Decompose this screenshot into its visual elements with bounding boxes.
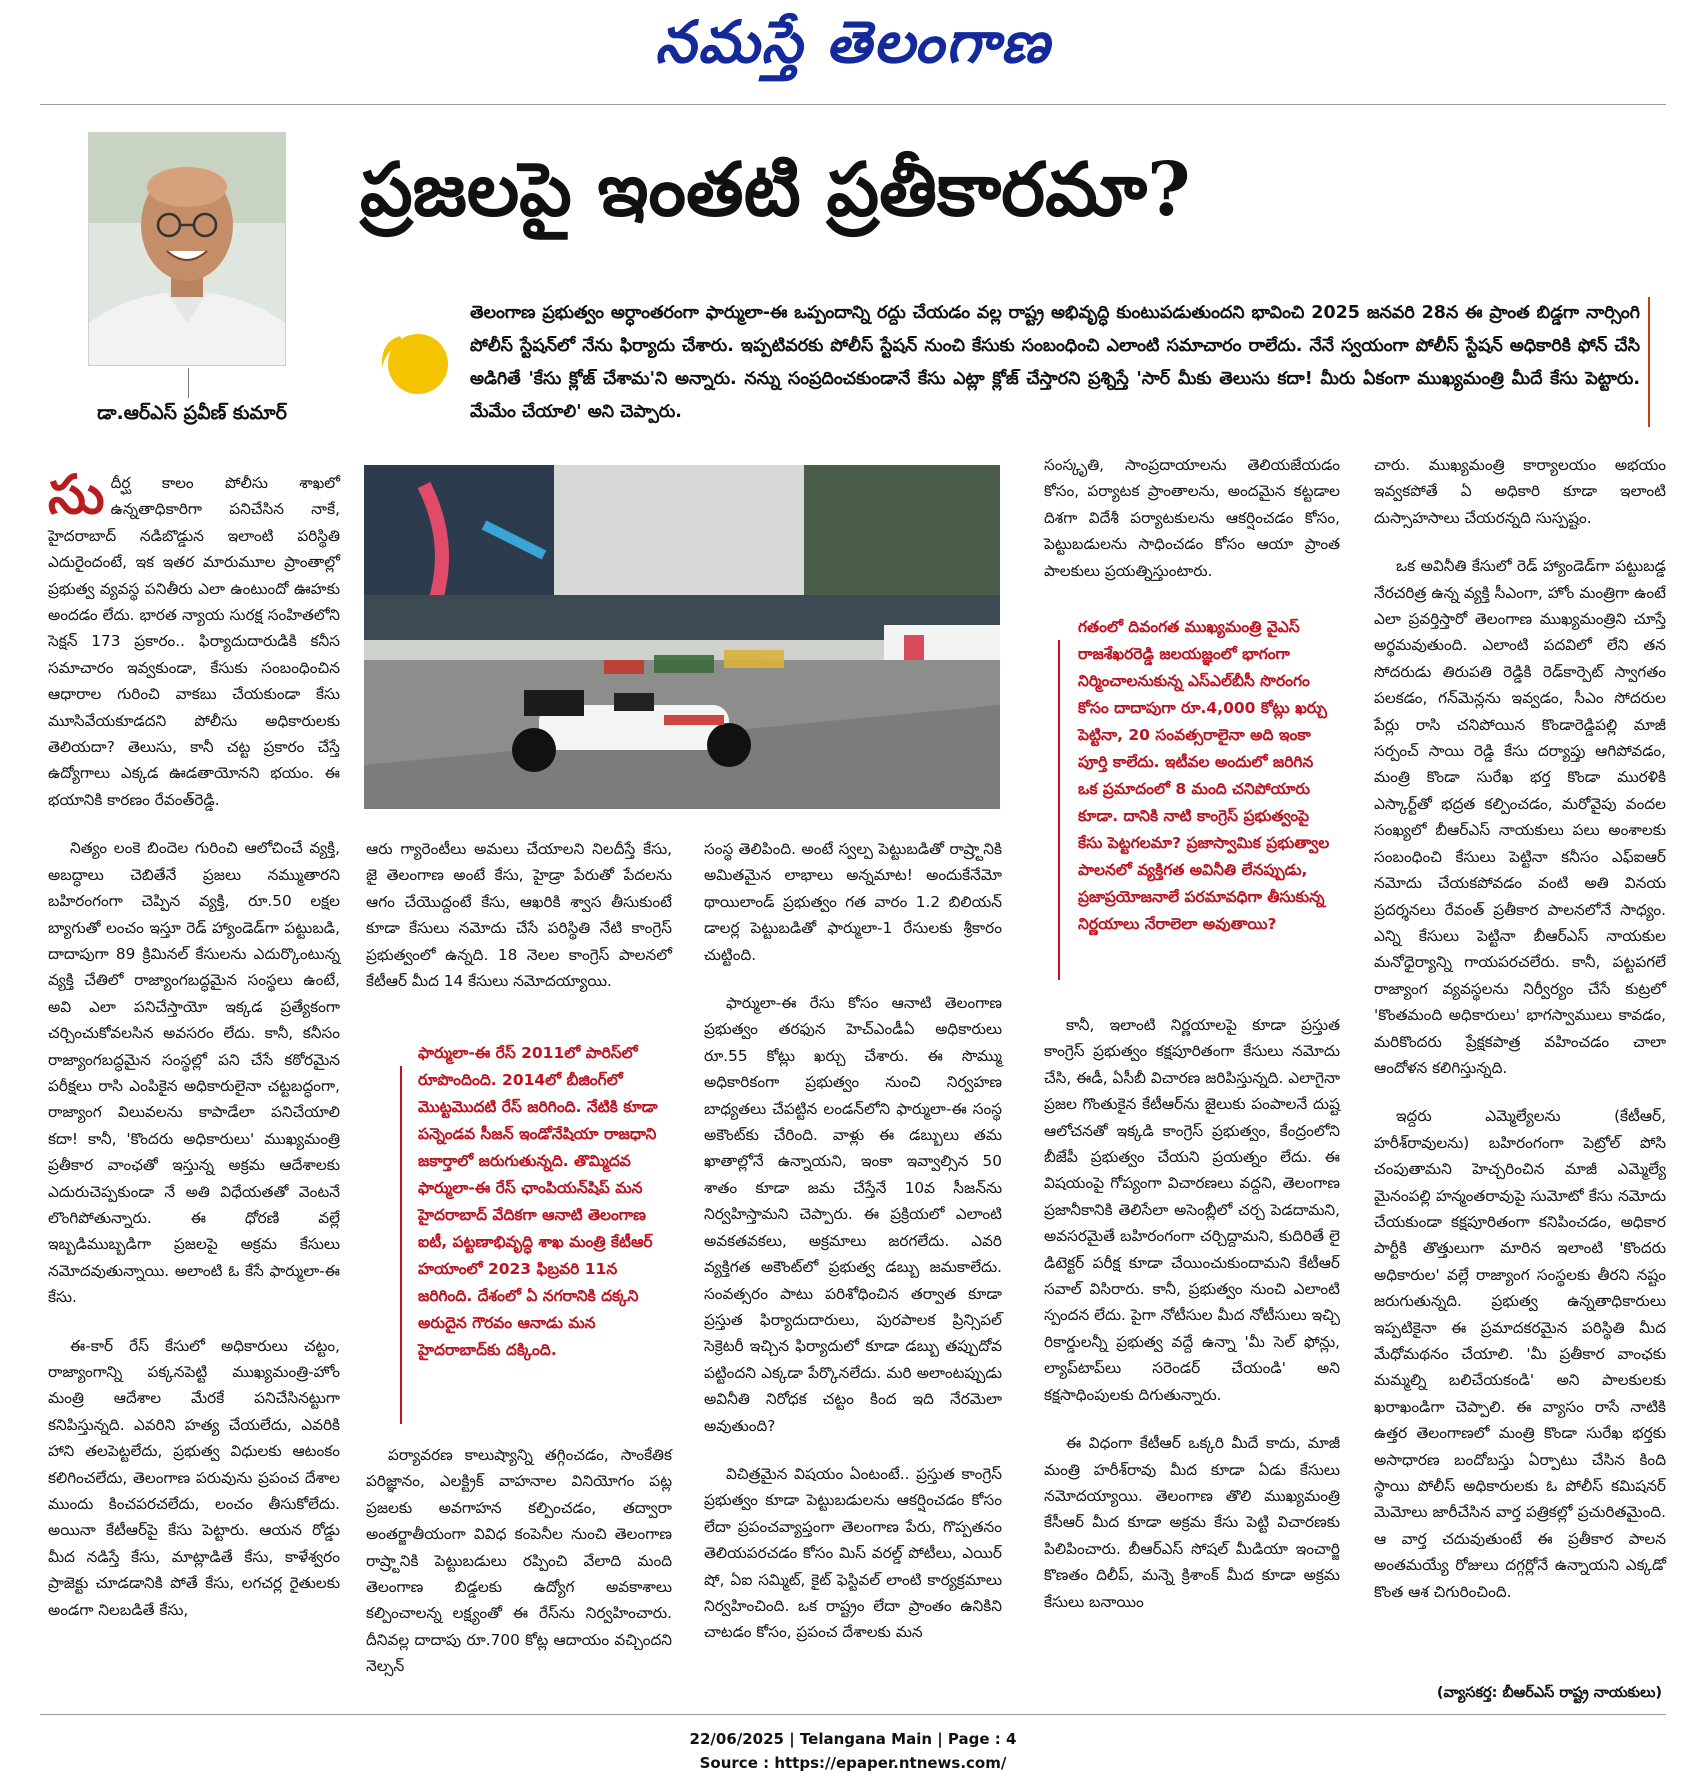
paragraph: ఒక అవినీతి కేసులో రెడ్ హ్యాండెడ్‌గా పట్టుబడ్డ నేరచరిత్ర ఉన్న వ్యక్తి సీఎంగా, హోం మంత్రిగా ఉంటే ఎలా ప్రవర్తిస్తారో తెలంగాణ ముఖ్యమంత్రిని చూస్తే అర్థమవుతుంది. ఎలాంటి పదవిలో లేని తన సోదరుడు తిరుపతి రెడ్డికి రెడ్‌కార్పెట్ స్వాగతం పలకడం, గన్‌మెన్లను ఇవ్వడం, సీఎం సోదరుల పేర్లు రాసి చనిపోయిన కొండారెడ్డిపల్లి మాజీ సర్పంచ్ సాయి రెడ్డి కేసు దర్యాప్తు ఆగిపోవడం, మంత్రి కొండా సురేఖ భర్త కొండా మురళికి ఎస్కార్ట్‌తో భద్రత కల్పించడం, మరోవైపు వందల సంఖ్యలో బీఆర్ఎస్ నాయకులు పలు అంశాలకు సంబంధించి కేసులు పెట్టినా కనీసం ఎఫ్ఐఆర్ నమోదు చేయకపోవడం వంటి అతి వినయ ప్రదర్శనలు రేవంత్ ప్రతీకార పాలనలోనే సాధ్యం. ఎన్ని కేసులు పెట్టినా బీఆర్ఎస్ నాయకుల మనోధైర్యాన్ని గాయపరచలేరు. కానీ, పట్టపగలే రాజ్యాంగ వ్యవస్థలను నిర్వీర్యం చేసే కుట్రలో 'కొంతమంది అధికారులు' భాగస్వాములు కావడం, మరికొందరు ప్రేక్షకపాత్ర వహించడం చాలా ఆందోళన కలిగిస్తున్నది.: [1374, 557, 1666, 1077]
masthead-divider: [40, 104, 1666, 105]
paragraph-text: దీర్ఘ కాలం పోలీసు శాఖలో ఉన్నతాధికారిగా పనిచేసిన నాకే, హైదరాబాద్ నడిబొడ్డున ఇలాంటి పరిస్థితి ఎదురైందంటే, ఇక ఇతర మారుమూల ప్రాంతాల్లో ప్రభుత్వ వ్యవస్థ పనితీరు ఎలా ఉంటుందో ఊహకు అందడం లేదు. భారత న్యాయ సురక్ష సంహితలోని సెక్షన్ 173 ప్రకారం.. ఫిర్యాదుదారుడికి కనీస సమాచారం ఇవ్వకుండా, కేసుకు సంబంధించిన ఆధారాల గురించి వాకబు చేయకుండా కేసు మూసివేయకూడదని పోలీసు అధికారులకు తెలియదా? తెలుసు, కానీ చట్ట ప్రకారం చేస్తే ఉద్యోగాలు ఎక్కడ ఊడతాయోనని భయం. ఈ భయానికి కారణం రేవంత్‌రెడ్డి.: [48, 474, 340, 809]
paragraph: చారు. ముఖ్యమంత్రి కార్యాలయం అభయం ఇవ్వకపోతే ఏ అధికారి కూడా ఇలాంటి దుస్సాహసాలు చేయరన్నది సుస్పష్టం.: [1374, 456, 1666, 527]
quote-mark-icon: [370, 318, 450, 402]
paragraph: ఆరు గ్యారెంటీలు అమలు చేయాలని నిలదీస్తే కేసు, జై తెలంగాణ అంటే కేసు, హైడ్రా పేరుతో పేదలను ఆగం చేయొద్దంటే కేసు, ఆఖరికి శ్వాస తీసుకుంటే కూడా కేసులు నమోదు చేసే పరిస్థితి నేటి కాంగ్రెస్ ప్రభుత్వంలో ఉన్నది. 18 నెలల కాంగ్రెస్ పాలనలో కేటీఆర్ మీద 14 కేసులు నమోదయ్యాయి.: [366, 840, 672, 991]
article-deck: తెలంగాణ ప్రభుత్వం అర్ధాంతరంగా ఫార్ములా-ఈ ఒప్పందాన్ని రద్దు చేయడం వల్ల రాష్ట్ర అభివృద్ధి కుంటుపడుతుందని భావించి 2025 జనవరి 28న ఈ ప్రాంత బిడ్డగా నార్సింగి పోలీస్ స్టేషన్‌లో నేను ఫిర్యాదు చేశారు. ఇప్పటివరకు పోలీస్ స్టేషన్ నుంచి కేసుకు సంబంధించి ఎలాంటి సమాచారం రాలేదు. నేనే స్వయంగా పోలీస్ స్టేషన్ అధికారికి ఫోన్ చేసి అడిగితే 'కేసు క్లోజ్ చేశామ'ని అన్నారు. నన్ను సంప్రదించకుండానే కేసు ఎట్లా క్లోజ్ చేస్తారని ప్రశ్నిస్తే 'సార్ మీకు తెలుసు కదా! మీరు ఏకంగా ముఖ్యమంత్రి మీదే కేసు పెట్టారు. మేమేం చేయాలి' అని చెప్పారు.: [470, 303, 1640, 422]
callout-bar: [1058, 640, 1060, 980]
masthead-title: నమస్తే తెలంగాణ: [655, 8, 1051, 76]
callout-formula-e-history: ఫార్ములా-ఈ రేస్ 2011లో పారిస్‌లో రూపొందింది. 2014లో బీజింగ్‌లో మొట్టమొదటి రేస్ జరిగింది. నేటికి కూడా పన్నెండవ సీజన్ ఇండోనేషియా రాజధాని జకార్తాలో జరుగుతున్నది. తొమ్మిదవ ఫార్ములా-ఈ రేస్ ఛాంపియన్‌షిప్ మన హైదరాబాద్ వేదికగా ఆనాటి తెలంగాణ ఐటీ, పట్టణాభివృద్ధి శాఖ మంత్రి కేటీఆర్ హయాంలో 2023 ఫిబ్రవరి 11న జరిగింది. దేశంలో ఏ నగరానికి దక్కని అరుదైన గౌరవం ఆనాడు మన హైదరాబాద్‌కు దక్కింది.: [418, 1044, 658, 1359]
column-3: [704, 836, 1002, 1668]
paragraph: ఇద్దరు ఎమ్మెల్యేలను (కేటీఆర్, హరీశ్‌రావులను) బహిరంగంగా పెట్రోల్ పోసి చంపుతామని హెచ్చరించిన మాజీ ఎమ్మెల్యే మైనంపల్లి హన్మంతరావుపై సుమోటో కేసు నమోదు చేయకుండా కక్షపూరితంగా కనిపించడం, అధికార పార్టీకి తొత్తులుగా మారిన ఇలాంటి 'కొందరు అధికారుల' వల్లే రాజ్యాంగ సంస్థలకు తీరని నష్టం జరుగుతున్నది. ప్రభుత్వ ఉన్నతాధికారులు ఇప్పటికైనా ఈ ప్రమాదకరమైన పరిస్థితి మీద మేధోమథనం చేయాలి. 'మీ ప్రతీకార వాంఛకు మమ్మల్ని బలిచేయకండి' అని పాలకులకు ఖరాఖండిగా చెప్పాలి. ఈ వ్యాసం రాసే నాటికి ఉత్తర తెలంగాణలో మంత్రి కొండా సురేఖ భర్తకు అసాధారణ బందోబస్తు ఏర్పాటు చేసిన కింది స్థాయి పోలీస్ అధికారులకు ఓ పోలీస్ కమిషనర్ మెమోలు జారీచేసిన వార్త పత్రికల్లో ప్రచురితమైంది. ఆ వార్త చదువుతుంటే ఈ ప్రతీకార పాలన అంతమయ్యే రోజులు దగ్గర్లోనే ఉన్నాయని ఎక్కడో కొంత ఆశ చిగురించింది.: [1374, 1107, 1667, 1601]
paragraph: నిత్యం లంకె బిందెల గురించి ఆలోచించే వ్యక్తి, అబద్ధాలు చెబితేనే ప్రజలు నమ్ముతారని బహిరంగంగా చెప్పిన వ్యక్తి, రూ.50 లక్షల బ్యాగుతో లంచం ఇస్తూ రెడ్ హ్యాండెడ్‌గా పట్టుబడి, దాదాపుగా 89 క్రిమినల్ కేసులను ఎదుర్కొంటున్న వ్యక్తి చేతిలో రాజ్యాంగబద్ధమైన సంస్థలు ఉంటే, అవి ఎలా పనిచేస్తాయో ఇక్కడ ప్రత్యేకంగా చర్చించుకోవలసిన అవసరం లేదు. కానీ, కనీసం రాజ్యాంగబద్ధమైన సంస్థల్లో పని చేసే కఠోరమైన పరీక్షలు రాసి ఎంపికైన అధికారులైనా చట్టబద్ధంగా, రాజ్యాంగ విలువలను కాపాడేలా పనిచేయాలి కదా! కానీ, 'కొందరు అధికారులు' ముఖ్యమంత్రి ప్రతీకార వాంఛతో ఇస్తున్న అక్రమ ఆదేశాలకు ఎదురుచెప్పకుండా నే అతి విధేయతతో వెంటనే లొంగిపోతున్నారు. ఈ ధోరణి వల్లే ఇబ్బడిముబ్బడిగా ప్రజలపై అక్రమ కేసులు నమోదవుతున్నాయి. అలాంటి ఓ కేసే ఫార్ములా-ఈ కేసు.: [48, 839, 340, 1307]
paragraph: పర్యావరణ కాలుష్యాన్ని తగ్గించడం, సాంకేతిక పరిజ్ఞానం, ఎలక్ట్రిక్ వాహనాల వినియోగం పట్ల ప్రజలకు అవగాహన కల్పించడం, తద్వారా అంతర్జాతీయంగా వివిధ కంపెనీల నుంచి తెలంగాణ రాష్ర్టానికి పెట్టుబడులు రప్పించి వేలాది మంది తెలంగాణ బిడ్డలకు ఉద్యోగ అవకాశాలు కల్పించాలన్న లక్ష్యంతో ఈ రేస్‌ను నిర్వహించారు. దీనివల్ల దాదాపు రూ.700 కోట్ల ఆదాయం వచ్చిందని నెల్సన్: [366, 1446, 672, 1676]
paragraph: ఈ-కార్ రేస్ కేసులో అధికారులు చట్టం, రాజ్యాంగాన్ని పక్కనపెట్టి ముఖ్యమంత్రి-హోం మంత్రి ఆదేశాల మేరకే పనిచేసినట్టుగా కనిపిస్తున్నది. ఎవరిని హత్య చేయలేదు, ఎవరికి హాని తలపెట్టలేదు, ప్రభుత్వ విధులకు ఆటంకం కలిగించలేదు, తెలంగాణ పరువును ప్రపంచ దేశాల ముందు కించపరచలేదు, లంచం తీసుకోలేదు. అయినా కేటీఆర్‌పై కేసు పెట్టారు. ఆయన రోడ్డు మీద నడిస్తే కేసు, మాట్లాడితే కేసు, కాళేశ్వరం ప్రాజెక్టు చూడడానికి పోతే కేసు, లగచర్ల రైతులకు అండగా నిలబడితే కేసు,: [48, 1336, 340, 1619]
column-4-continued: [1044, 1012, 1340, 1637]
drop-cap: సు: [48, 462, 105, 526]
callout-slbc-tunnel: గతంలో దివంగత ముఖ్యమంత్రి వైఎస్ రాజశేఖరరెడ్డి జలయజ్ఞంలో భాగంగా నిర్మించాలనుకున్న ఎస్ఎల్‌బీసీ సొరంగం కోసం దాదాపుగా రూ.4,000 కోట్లు ఖర్చు పెట్టినా, 20 సంవత్సరాలైనా అది ఇంకా పూర్తి కాలేదు. ఇటీవల అందులో జరిగిన ఒక ప్రమాదంలో 8 మంది చనిపోయారు కూడా. దానికి నాటి కాంగ్రెస్ ప్రభుత్వంపై కేసు పెట్టగలమా? ప్రజాస్వామిక ప్రభుత్వాల పాలనలో వ్యక్తిగత అవినీతి లేనప్పుడు, ప్రజాప్రయోజనాలే పరమావధిగా తీసుకున్న నిర్ణయాలు నేరాలెలా అవుతాయి?: [1078, 618, 1330, 933]
masthead: [0, 8, 1706, 91]
author-connector: [188, 368, 189, 398]
paragraph: ఈ విధంగా కేటీఆర్ ఒక్కరి మీదే కాదు, మాజీ మంత్రి హరీశ్‌రావు మీద కూడా ఏడు కేసులు నమోదయ్యాయి. తెలంగాణ తొలి ముఖ్యమంత్రి కేసీఆర్ మీద కూడా అక్రమ కేసు పెట్టి విచారణకు పిలిపించారు. బీఆర్ఎస్ సోషల్ మీడియా ఇంచార్జి కొణతం దిలీప్, మన్నె క్రిశాంక్ మీద కూడా అక్రమ కేసులు బనాయిం: [1044, 1434, 1340, 1611]
deck-accent-rule: [1648, 297, 1650, 427]
author-byline: (వ్యాసకర్త: బీఆర్ఎస్ రాష్ట్ర నాయకులు): [1436, 1685, 1662, 1701]
paragraph: విచిత్రమైన విషయం ఏంటంటే.. ప్రస్తుత కాంగ్రెస్ ప్రభుత్వం కూడా పెట్టుబడులను ఆకర్షించడం కోసం లేదా ప్రపంచవ్యాప్తంగా తెలంగాణ పేరు, గొప్పతనం తెలియపరచడం కోసం మిస్ వరల్డ్ పోటీలు, ఎయిర్ షో, ఏఐ సమ్మిట్, కైట్ ఫెస్టివల్ లాంటి కార్యక్రమాలు నిర్వహించింది. ఒక రాష్ట్రం లేదా ప్రాంతం ఉనికిని చాటడం కోసం, ప్రపంచ దేశాలకు మన: [704, 1464, 1002, 1642]
paragraph: ఫార్ములా-ఈ రేసు కోసం ఆనాటి తెలంగాణ ప్రభుత్వం తరఫున హెచ్ఎండీఏ అధికారులు రూ.55 కోట్లు ఖర్చు చేశారు. ఈ సొమ్ము అధికారికంగా ప్రభుత్వం నుంచి నిర్వహణ బాధ్యతలు చేపట్టిన లండన్‌లోని ఫార్ములా-ఈ సంస్థ అకౌంట్‌కు చేరింది. వాళ్లు ఈ డబ్బులు తమ ఖాతాల్లోనే ఉన్నాయని, ఇంకా ఇవ్వాల్సిన 50 శాతం కూడా జమ చేస్తేనే 10వ సీజన్‌ను నిర్వహిస్తామని చెప్పారు. ఈ ప్రక్రియలో ఎలాంటి అవకతవకలు, అక్రమాలు జరగలేదు. ఎవరి వ్యక్తిగత అకౌంట్‌లో ప్రభుత్వ డబ్బు జమకాలేదు. సంవత్సరం పాటు పరిశోధించిన తర్వాత కూడా ప్రస్తుత ఫిర్యాదుదారులు, పురపాలక ప్రిన్సిపల్ సెక్రెటరీ ఇచ్చిన ఫిర్యాదులో కూడా డబ్బు తప్పుదోవ పట్టిందని ఎక్కడా పేర్కొనలేదు. మరి అలాంటప్పుడు అవినీతి నిరోధక చట్టం కింద ఇది నేరమెలా అవుతుంది?: [704, 994, 1002, 1435]
author-name: డా.ఆర్ఎస్ ప్రవీణ్ కుమార్: [97, 402, 287, 424]
paragraph: సంస్కృతి, సాంప్రదాయాలను తెలియజేయడం కోసం, పర్యాటక ప్రాంతాలను, అందమైన కట్టడాల దిశగా విదేశీ పర్యాటకులను ఆకర్షించడం కోసం, పెట్టుబడులను సాధించడం కోసం ఆయా ప్రాంత పాలకులు ప్రయత్నిస్తుంటారు.: [1044, 456, 1340, 580]
footer-divider: [40, 1714, 1666, 1715]
paragraph: సంస్థ తెలిపింది. అంటే స్వల్ప పెట్టుబడితో రాష్ర్టానికి అమితమైన లాభాలు అన్నమాట! అందుకేనేమో థాయిలాండ్ ప్రభుత్వం గత వారం 1.2 బిలియన్ డాలర్ల పెట్టుబడితో ఫార్ములా-1 రేసులకు శ్రీకారం చుట్టింది.: [704, 840, 1002, 964]
footer-source-link[interactable]: Source : https://epaper.ntnews.com/: [699, 1754, 1007, 1772]
footer-date-line: 22/06/2025 | Telangana Main | Page : 4: [689, 1730, 1017, 1748]
column-2: [366, 836, 672, 1016]
column-1: [48, 462, 340, 1645]
paragraph: [48, 462, 340, 813]
callout-bar: [400, 1066, 402, 1424]
column-5: [1374, 452, 1666, 1627]
column-4: [1044, 452, 1340, 606]
headline: ప్రజలపై ఇంతటి ప్రతీకారమా?: [360, 147, 1191, 233]
column-2-continued: [366, 1442, 672, 1702]
author-photo: [88, 132, 286, 366]
formula-e-race-photo: [364, 465, 1000, 809]
paragraph: కానీ, ఇలాంటి నిర్ణయాలపై కూడా ప్రస్తుత కాంగ్రెస్ ప్రభుత్వం కక్షపూరితంగా కేసులు నమోదు చేసి, ఈడీ, ఏసీబీ విచారణ జరిపిస్తున్నది. ఎలాగైనా ప్రజల గొంతుకైన కేటీఆర్‌ను జైలుకు పంపాలనే దుష్ట ఆలోచనతో ఇక్కడి కాంగ్రెస్ ప్రభుత్వం, కేంద్రంలోని బీజేపీ ప్రభుత్వం చేయని ప్రయత్నం లేదు. ఈ విషయంపై గోప్యంగా విచారణలు వద్దని, తెలంగాణ ప్రజానీకానికి తెలిసేలా అసెంబ్లీలో చర్చ పెడదామని, అవసరమైతే బహిరంగంగా చర్చిద్దామని, కుదిరితే లై డిటెక్టర్ పరీక్ష కూడా చేయించుకుందామని కేటీఆర్ సవాల్ విసిరారు. కానీ, ప్రభుత్వం నుంచి ఎలాంటి స్పందన లేదు. పైగా నోటీసుల మీద నోటీసులు ఇచ్చి రికార్డులన్నీ ప్రభుత్వ వద్దే ఉన్నా 'మీ సెల్ ఫోన్లు, ల్యాప్‌టాప్‌లు సరెండర్ చేయండి' అని కక్షసాధింపులకు దిగుతున్నారు.: [1044, 1016, 1340, 1404]
